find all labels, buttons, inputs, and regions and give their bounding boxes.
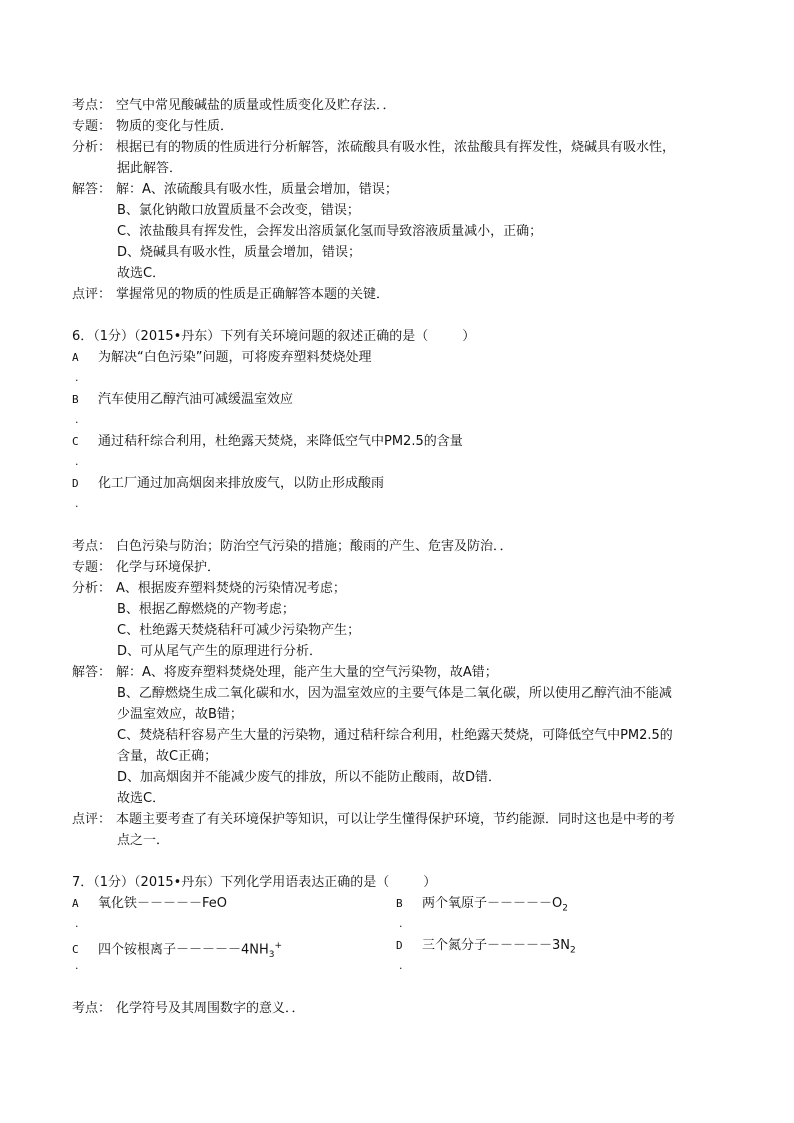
option-letter: C — [72, 943, 79, 957]
q6-stem — [72, 327, 475, 348]
option-text: 三个氮分子－－－－－3N — [422, 938, 570, 953]
option-letter: B — [396, 897, 403, 910]
q6-option-d — [72, 474, 384, 495]
q7-option-d — [396, 936, 576, 961]
jieda-label: 解答： — [72, 665, 112, 680]
q6-jieda-row — [72, 663, 498, 684]
kaodian-label: 考点： — [72, 98, 112, 113]
jieda-text: 解：A、将废弃塑料焚烧处理，能产生大量的空气污染物，故A错； — [116, 665, 498, 680]
q6-zhuanti-row — [72, 558, 220, 579]
q7-option-c — [72, 936, 282, 965]
jieda-label: 解答： — [72, 182, 112, 197]
option-dot: . — [399, 917, 403, 930]
q7-stem-text: 7．（1分）（2015•丹东）下列化学用语表达正确的是（ — [72, 875, 390, 890]
q6-option-a — [72, 348, 371, 369]
dianping-label: 点评： — [72, 287, 112, 302]
kaodian-label: 考点： — [72, 1001, 112, 1016]
q5-zhuanti-row — [72, 117, 233, 138]
jieda-text: 解：A、浓硫酸具有吸水性，质量会增加，错误； — [116, 182, 398, 197]
q6-fenxi-line: D、可从尾气产生的原理进行分析． — [117, 644, 323, 659]
option-subscript: 2 — [562, 903, 568, 914]
fenxi-text: A、根据废弃塑料焚烧的污染情况考虑； — [116, 581, 346, 596]
kaodian-text: 白色污染与防治；防治空气污染的措施；酸雨的产生、危害及防治．． — [116, 539, 513, 554]
zhuanti-label: 专题： — [72, 119, 112, 134]
q6-dianping-line2: 点之一． — [117, 833, 170, 848]
dianping-label: 点评： — [72, 812, 112, 827]
option-dot: . — [75, 497, 79, 510]
option-text: 两个氧原子－－－－－O — [422, 896, 563, 911]
fenxi-label: 分析： — [72, 581, 112, 596]
option-dot: . — [75, 917, 79, 930]
zhuanti-text: 物质的变化与性质． — [116, 119, 234, 134]
q7-option-b — [396, 894, 568, 919]
fenxi-label: 分析： — [72, 140, 112, 155]
kaodian-text: 化学符号及其周围数字的意义．． — [116, 1001, 305, 1016]
option-letter: A — [72, 351, 79, 364]
zhuanti-text: 化学与环境保护． — [116, 560, 221, 575]
q5-jieda-line: C、浓盐酸具有挥发性，会挥发出溶质氯化氢而导致溶液质量减小，正确； — [117, 224, 543, 239]
q5-fenxi-line2: 据此解答． — [117, 161, 183, 176]
q7-option-a — [72, 894, 227, 915]
q5-jieda-row — [72, 180, 398, 201]
q6-jieda-line: D、加高烟囱并不能减少废气的排放，所以不能防止酸雨，故D错． — [117, 770, 502, 785]
dianping-text: 本题主要考查了有关环境保护等知识，可以让学生懂得保护环境，节约能源．同时这也是中考的考 — [116, 812, 676, 827]
q5-jieda-line: B、氯化钠敞口放置质量不会改变，错误； — [117, 203, 360, 218]
q5-kaodian-row — [72, 96, 396, 117]
option-text: 氧化铁－－－－－FeO — [98, 896, 227, 911]
kaodian-label: 考点： — [72, 539, 112, 554]
q7-kaodian-row — [72, 999, 305, 1020]
q6-jieda-line: C、焚烧秸秆容易产生大量的污染物，通过秸秆综合利用，杜绝露天焚烧，可降低空气中PM2.5的 — [117, 728, 673, 743]
q6-jieda-line: B、乙醇燃烧生成二氧化碳和水，因为温室效应的主要气体是二氧化碳，所以使用乙醇汽油不能减 — [117, 686, 672, 701]
option-dot: . — [75, 413, 79, 426]
option-dot: . — [399, 959, 403, 972]
q6-stem-close: ） — [462, 329, 476, 344]
q6-kaodian-row — [72, 537, 513, 558]
q6-fenxi-line: C、杜绝露天焚烧秸秆可减少污染物产生； — [117, 623, 361, 638]
zhuanti-label: 专题： — [72, 560, 112, 575]
q7-stem — [72, 873, 436, 894]
q6-option-b — [72, 390, 293, 411]
q6-dianping-row — [72, 810, 675, 831]
q7-stem-close: ） — [423, 875, 437, 890]
option-letter: C — [72, 435, 79, 448]
q6-option-c — [72, 432, 463, 453]
q5-dianping-row — [72, 285, 389, 306]
q5-jieda-line: 故选C． — [117, 266, 166, 281]
option-subscript: 2 — [570, 945, 576, 956]
q6-jieda-line: 故选C． — [117, 791, 166, 806]
kaodian-text: 空气中常见酸碱盐的质量或性质变化及贮存法．． — [116, 98, 396, 113]
q6-jieda-line: 含量，故C正确； — [117, 749, 218, 764]
q5-jieda-line: D、烧碱具有吸水性，质量会增加，错误； — [117, 245, 362, 260]
option-dot: . — [75, 959, 79, 972]
q6-stem-text: 6．（1分）（2015•丹东）下列有关环境问题的叙述正确的是（ — [72, 329, 429, 344]
option-dot: . — [75, 455, 79, 468]
dianping-text: 掌握常见的物质的性质是正确解答本题的关键． — [116, 287, 390, 302]
option-text: 汽车使用乙醇汽油可减缓温室效应 — [98, 392, 294, 407]
option-superscript: + — [274, 941, 283, 951]
option-text: 通过秸秆综合利用，杜绝露天焚烧，来降低空气中PM2.5的含量 — [98, 434, 463, 449]
q6-fenxi-line: B、根据乙醇燃烧的产物考虑； — [117, 602, 295, 617]
q5-fenxi-row — [72, 138, 675, 159]
option-letter: D — [72, 477, 79, 490]
option-dot: . — [75, 371, 79, 384]
option-letter: D — [396, 939, 403, 952]
q6-fenxi-row — [72, 579, 346, 600]
option-text: 化工厂通过加高烟囱来排放废气，以防止形成酸雨 — [98, 476, 385, 491]
fenxi-text: 根据已有的物质的性质进行分析解答，浓硫酸具有吸水性，浓盐酸具有挥发性，烧碱具有吸水性， — [116, 140, 676, 155]
option-text: 为解决“白色污染”问题，可将废弃塑料焚烧处理 — [98, 350, 372, 365]
option-subscript: 3 — [268, 949, 275, 960]
option-letter: A — [72, 897, 79, 910]
q6-jieda-line: 少温室效应，故B错； — [117, 707, 243, 722]
option-letter: B — [72, 393, 79, 406]
option-text: 四个铵根离子－－－－－4NH — [98, 942, 269, 958]
